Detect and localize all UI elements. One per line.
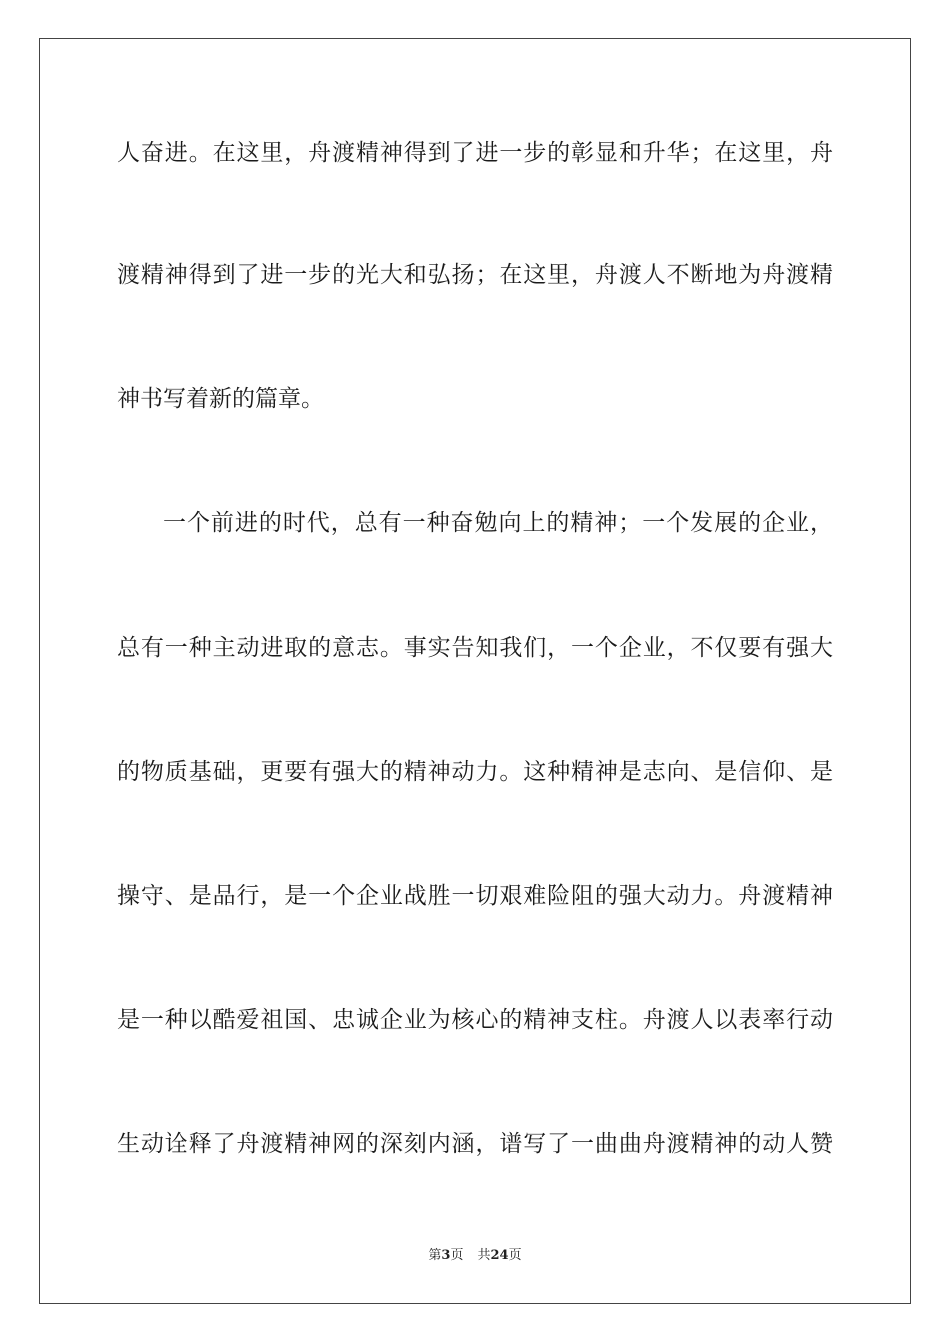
- text-line: 操守、是品行，是一个企业战胜一切艰难险阻的强大动力。舟渡精神: [117, 883, 833, 909]
- text-line: 人奋进。在这里，舟渡精神得到了进一步的彰显和升华；在这里，舟: [117, 140, 833, 166]
- total-prefix: 共: [477, 1248, 491, 1263]
- total-pages: 24: [490, 1248, 509, 1263]
- text-line: 总有一种主动进取的意志。事实告知我们，一个企业，不仅要有强大: [117, 635, 833, 661]
- text-line: 一个前进的时代，总有一种奋勉向上的精神；一个发展的企业，: [163, 510, 833, 536]
- text-line: 神书写着新的篇章。: [117, 386, 324, 412]
- text-line: 是一种以酷爱祖国、忠诚企业为核心的精神支柱。舟渡人以表率行动: [117, 1007, 833, 1033]
- page-prefix: 第: [428, 1248, 442, 1263]
- page-number: 3: [441, 1248, 451, 1263]
- page-border: [39, 38, 911, 1304]
- total-suffix: 页: [508, 1248, 522, 1263]
- text-line: 生动诠释了舟渡精神网的深刻内涵，谱写了一曲曲舟渡精神的动人赞: [117, 1131, 833, 1157]
- text-line: 渡精神得到了进一步的光大和弘扬；在这里，舟渡人不断地为舟渡精: [117, 262, 833, 288]
- text-line: 的物质基础，更要有强大的精神动力。这种精神是志向、是信仰、是: [117, 759, 833, 785]
- page-footer: [0, 1247, 950, 1265]
- page-suffix: 页: [450, 1248, 464, 1263]
